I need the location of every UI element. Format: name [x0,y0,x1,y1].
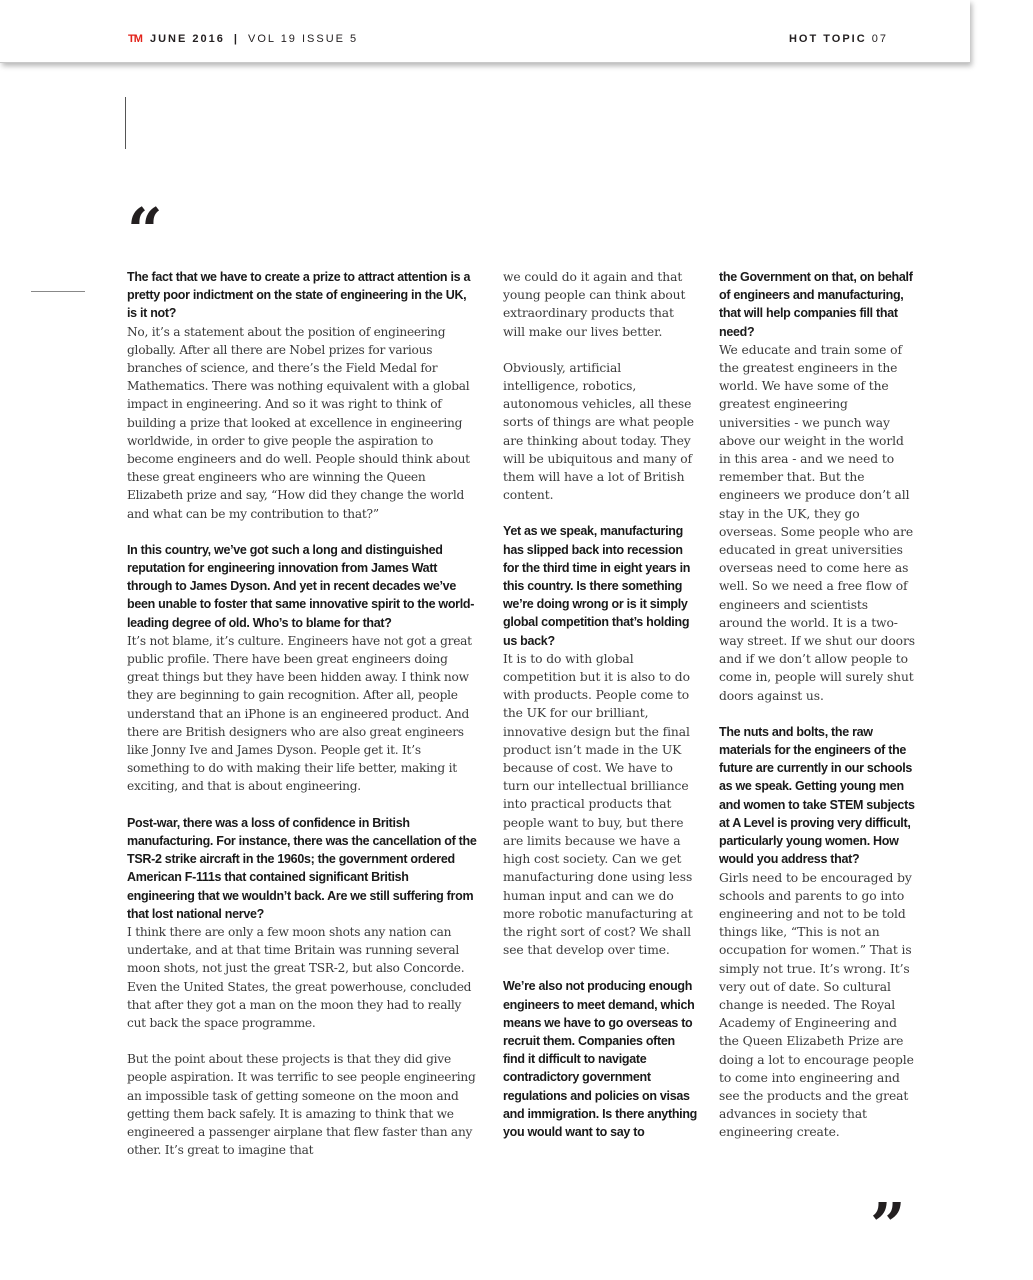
column-3 [719,268,915,1160]
answer: We educate and train some of the greatest engineers in the world. We have some of the greatest engineering universities - we punch way above our weight in the world in this area - and we need to remember that. But the engineers we produce don’t all stay in the UK, they go overseas. Some people who are educated in great universities overseas need to come here as well. So we need a free flow of engineers and scientists around the world. It is a two-way street. If we shut our doors and if we don’t allow people to come in, people will surely shut doors against us. [719,342,915,703]
qa-block [127,541,479,796]
question: the Government on that, on behalf of engineers and manufacturing, that will help companies fill that need? [719,270,913,339]
question: The nuts and bolts, the raw materials for the engineers of the future are currently in our schools as we speak. Getting young men and women to take STEM subjects at A Level is proving very difficult, particularly young women. How would you address that? [719,724,915,867]
qa-block [127,268,479,523]
paragraph [503,268,699,341]
magazine-logo: TM [128,33,142,45]
paragraph [503,359,699,505]
page-header [0,0,970,63]
column-2 [503,268,699,1159]
question: Post-war, there was a loss of confidence in British manufacturing. For instance, there was the cancellation of the TSR-2 strike aircraft in the 1960s; the government ordered American F-111s that contained significant British engineering that we wouldn’t back. Are we still suffering from that lost national nerve? [127,815,477,921]
open-quote-mark: “ [127,194,163,267]
answer: But the point about these projects is that they did give people aspiration. It was terrific to see people engineering an impossible task of getting someone on the moon and getting them back safely. It is amazing to think that we engineered a passenger airplane that flew faster than any other. It’s great to imagine that [127,1052,476,1158]
answer: It’s not blame, it’s culture. Engineers have not got a great public profile. There have been great engineers doing great things but they have been hidden away. I think now they are beginning to gain recognition. After all, people understand that an iPhone is an engineered product. And there are British designers who are also great engineers like Jonny Ive and James Dyson. People get it. It’s something to do with making their life better, making it exciting, and that is about engineering. [127,633,472,794]
volume-issue: VOL 19 ISSUE 5 [248,33,359,45]
qa-block [503,977,699,1141]
section-title: HOT TOPIC [788,33,867,45]
answer: It is to do with global competition but it is also to do with products. People come to the UK for our brilliant, innovative design but the final product isn’t made in the UK because of cost. We have to turn our intellectual brilliance into practical products that people want to buy, but there are limits because we have a high cost society. Can we get manufacturing done using less human input and can we do more robotic manufacturing at the right sort of cost? We shall see that develop over time. [503,651,693,958]
issue-date: JUNE 2016 [149,33,225,45]
vertical-rule [125,97,126,149]
close-quote-mark: ” [870,1189,906,1262]
answer: I think there are only a few moon shots any nation can undertake, and at that time Britain was running several moon shots, not just the great TSR-2, but also Concorde. Even the United States, the great powerhouse, concluded that after they got a man on the moon they had to really cut back the space programme. [127,924,472,1030]
header-separator: | [233,33,239,45]
answer: No, it’s a statement about the position of engineering globally. After all there are Nobel prizes for various branches of science, and there’s the Field Medal for Mathematics. There was nothing equivalent with a global impact in engineering. And so it was right to think of building a prize that looked at excellence in engineering worldwide, in order to give people the aspiration to become engineers and do well. People should think about these great engineers who are winning the Queen Elizabeth prize and say, “How did they change the world and what can be my contribution to that?” [127,324,470,521]
qa-block [503,522,699,959]
question: We’re also not producing enough engineers to meet demand, which means we have to go overseas to recruit them. Companies often find it difficult to navigate contradictory government regulations and policies on visas and immigration. Is there anything you would want to say to [503,979,697,1139]
answer: we could do it again and that young people can think about extraordinary products that will make our lives better. [503,270,686,339]
answer: Girls need to be encouraged by schools and parents to go into engineering and not to be told things like, “This is not an occupation for women.” That is simply not true. It’s wrong. It’s very out of date. So cultural change is needed. The Royal Academy of Engineering and the Queen Elizabeth Prize are doing a lot to encourage people to come into engineering and see the products and the great advances in society that engineering create. [719,870,914,1140]
column-1 [127,268,479,1177]
question: In this country, we’ve got such a long and distinguished reputation for engineering innovation from James Watt through to James Dyson. And yet in recent decades we’ve been unable to foster that same innovative spirit to the world-leading degree of old. Who’s to blame for that? [127,542,475,630]
qa-block [127,814,479,1032]
answer: Obviously, artificial intelligence, robotics, autonomous vehicles, all these sorts of things are what people are thinking about today. They will be ubiquitous and many of them will have a lot of British content. [503,360,694,503]
qa-block [719,268,915,705]
horizontal-rule [31,291,85,292]
page-number: 07 [871,33,888,45]
question: Yet as we speak, manufacturing has slipped back into recession for the third time in eight years in this country. Is there something we’re doing wrong or is it simply global competition that’s holding us back? [503,524,691,648]
section-info [789,33,888,45]
paragraph [127,1050,479,1159]
qa-block [719,723,915,1142]
question: The fact that we have to create a prize to attract attention is a pretty poor indictment on the state of engineering in the UK, is it not? [127,270,471,321]
issue-info [128,33,358,45]
